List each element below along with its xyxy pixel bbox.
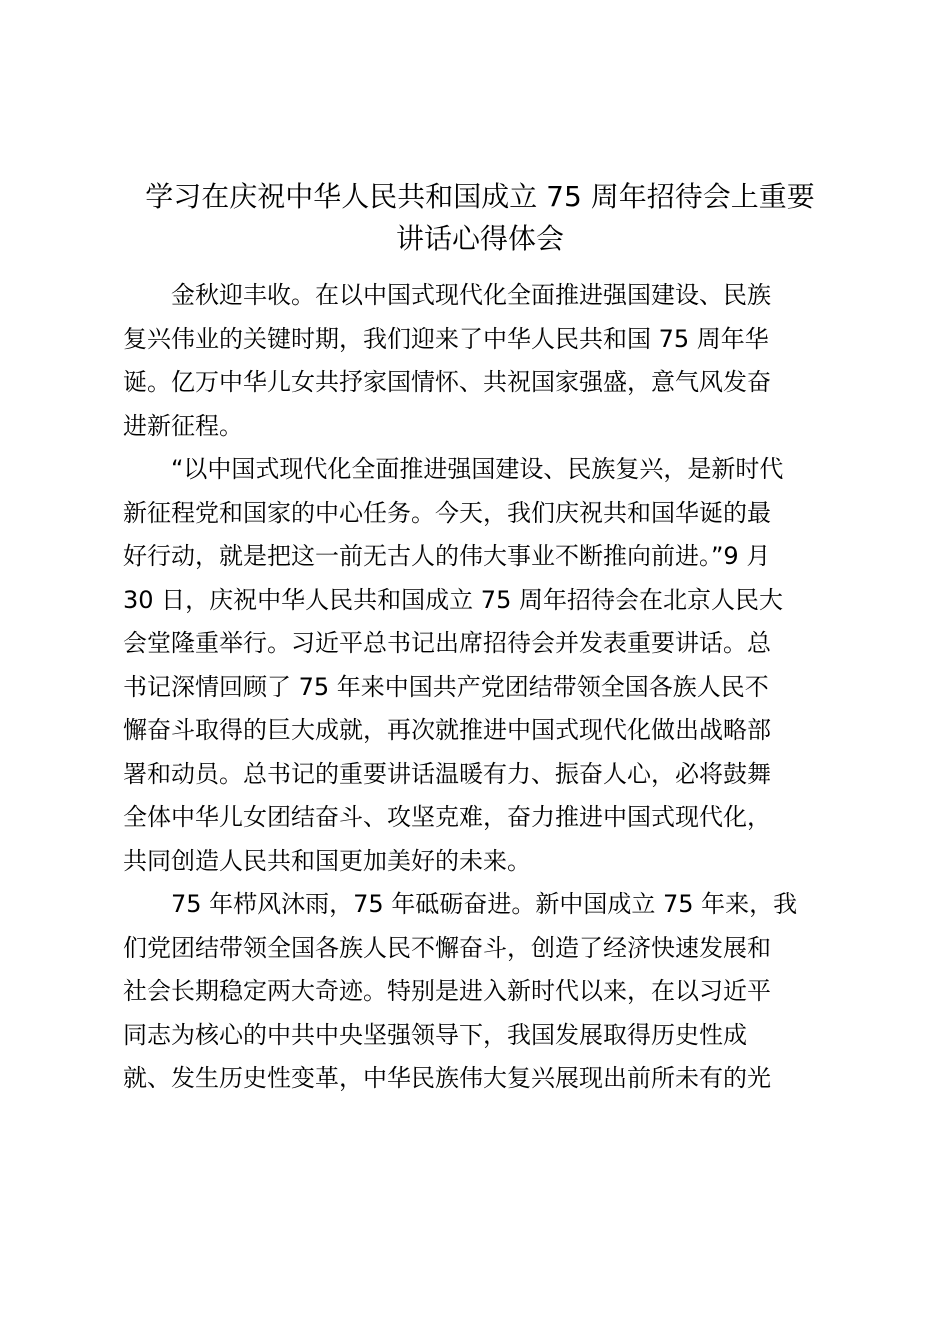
- text-line: 新征程党和国家的中心任务。今天，我们庆祝共和国华诞的最: [123, 498, 771, 527]
- paragraph: [123, 883, 835, 1101]
- text-line: 进新征程。: [123, 411, 243, 440]
- title-line: 学习在庆祝中华人民共和国成立 75 周年招待会上重要: [145, 180, 815, 213]
- paragraph: [123, 448, 835, 883]
- text-line: 共同创造人民共和国更加美好的未来。: [123, 846, 531, 875]
- text-line: “以中国式现代化全面推进强国建设、民族复兴，是新时代: [171, 455, 784, 483]
- text-line: 懈奋斗取得的巨大成就，再次就推进中国式现代化做出战略部: [123, 716, 771, 744]
- document-body: [123, 274, 835, 1101]
- text-line: 就、发生历史性变革，中华民族伟大复兴展现出前所未有的光: [123, 1064, 771, 1092]
- title-line: 讲话心得体会: [395, 222, 564, 255]
- text-line: 书记深情回顾了 75 年来中国共产党团结带领全国各族人民不: [123, 672, 769, 701]
- text-line: 诞。亿万中华儿女共抒家国情怀、共祝国家强盛，意气风发奋: [123, 368, 771, 396]
- text-line: 全体中华儿女团结奋斗、攻坚克难，奋力推进中国式现代化，: [123, 803, 771, 831]
- text-line: 署和动员。总书记的重要讲话温暖有力、振奋人心，必将鼓舞: [123, 759, 771, 788]
- text-line: 金秋迎丰收。在以中国式现代化全面推进强国建设、民族: [171, 281, 771, 309]
- text-line: 们党团结带领全国各族人民不懈奋斗，创造了经济快速发展和: [123, 933, 771, 962]
- document-title: [120, 176, 840, 260]
- paragraph: [123, 274, 835, 448]
- text-line: 会堂隆重举行。习近平总书记出席招待会并发表重要讲话。总: [123, 629, 771, 657]
- text-line: 好行动，就是把这一前无古人的伟大事业不断推向前进。”9 月: [123, 542, 771, 570]
- text-line: 同志为核心的中共中央坚强领导下，我国发展取得历史性成: [123, 1020, 747, 1049]
- text-line: 社会长期稳定两大奇迹。特别是进入新时代以来，在以习近平: [123, 977, 771, 1005]
- text-line: 30 日，庆祝中华人民共和国成立 75 周年招待会在北京人民大: [123, 585, 783, 614]
- text-line: 复兴伟业的关键时期，我们迎来了中华人民共和国 75 周年华: [123, 324, 769, 353]
- text-line: 75 年栉风沐雨，75 年砥砺奋进。新中国成立 75 年来，我: [171, 890, 798, 918]
